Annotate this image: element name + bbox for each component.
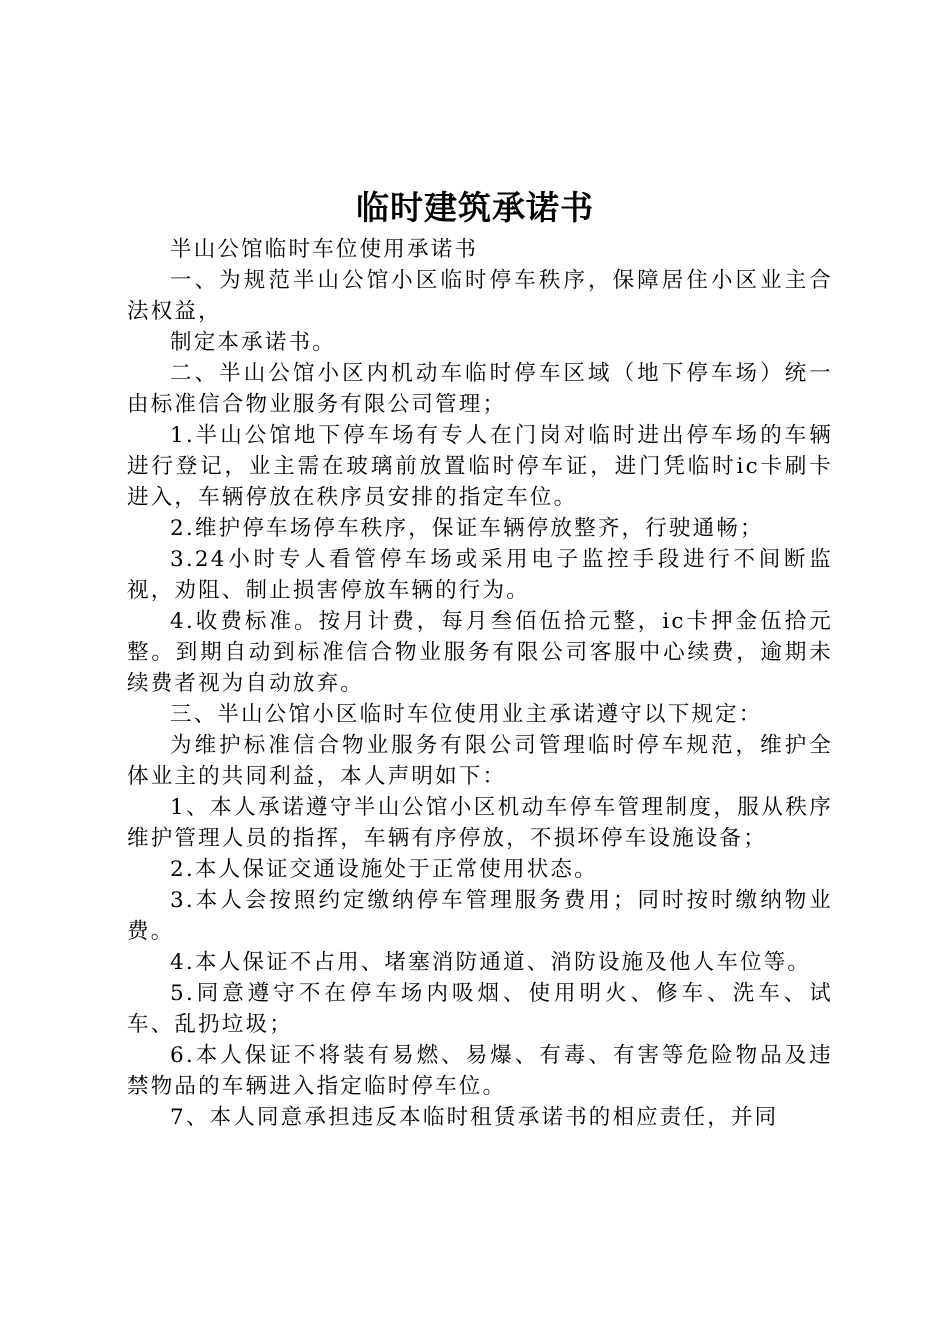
paragraph-section-1: 一、为规范半山公馆小区临时停车秩序，保障居住小区业主合法权益，: [127, 268, 833, 324]
paragraph-declaration: 为维护标准信合物业服务有限公司管理临时停车规范，维护全体业主的共同利益，本人声明如下：: [127, 733, 833, 789]
paragraph-item-3-4: 4.本人保证不占用、堵塞消防通道、消防设施及他人车位等。: [170, 950, 812, 975]
document-title: 临时建筑承诺书: [356, 188, 594, 227]
paragraph-item-2-4: 4.收费标准。按月计费，每月叁佰伍拾元整，ic卡押金伍拾元整。到期自动到标准信合物业服务有限公司客服中心续费，逾期未续费者视为自动放弃。: [127, 609, 833, 696]
paragraph-item-3-1: 1、本人承诺遵守半山公馆小区机动车停车管理制度，服从秩序维护管理人员的指挥，车辆有序停放，不损坏停车设施设备；: [127, 795, 833, 851]
paragraph-item-3-2: 2.本人保证交通设施处于正常使用状态。: [170, 857, 598, 882]
paragraph-section-1-cont: 制定本承诺书。: [170, 330, 336, 355]
paragraph-section-2: 二、半山公馆小区内机动车临时停车区域（地下停车场）统一由标准信合物业服务有限公司管理；: [127, 361, 833, 417]
paragraph-item-3-6: 6.本人保证不将装有易燃、易爆、有毒、有害等危险物品及违禁物品的车辆进入指定临时停车位。: [127, 1043, 833, 1099]
document-body: [127, 234, 833, 1133]
paragraph-item-3-7: 7、本人同意承担违反本临时租赁承诺书的相应责任，并同: [170, 1105, 779, 1130]
paragraph-item-2-2: 2.维护停车场停车秩序，保证车辆停放整齐，行驶通畅；: [170, 516, 764, 541]
paragraph-item-2-3: 3.24小时专人看管停车场或采用电子监控手段进行不间断监视，劝阻、制止损害停放车辆的行为。: [127, 547, 833, 603]
paragraph-heading: 半山公馆临时车位使用承诺书: [170, 237, 479, 262]
paragraph-item-3-3: 3.本人会按照约定缴纳停车管理服务费用；同时按时缴纳物业费。: [127, 888, 833, 944]
paragraph-item-2-1: 1.半山公馆地下停车场有专人在门岗对临时进出停车场的车辆进行登记，业主需在玻璃前放置临时停车证，进门凭临时ic卡刷卡进入，车辆停放在秩序员安排的指定车位。: [127, 423, 833, 510]
paragraph-item-3-5: 5.同意遵守不在停车场内吸烟、使用明火、修车、洗车、试车、乱扔垃圾；: [127, 981, 833, 1037]
paragraph-section-3: 三、半山公馆小区临时车位使用业主承诺遵守以下规定：: [170, 702, 763, 727]
